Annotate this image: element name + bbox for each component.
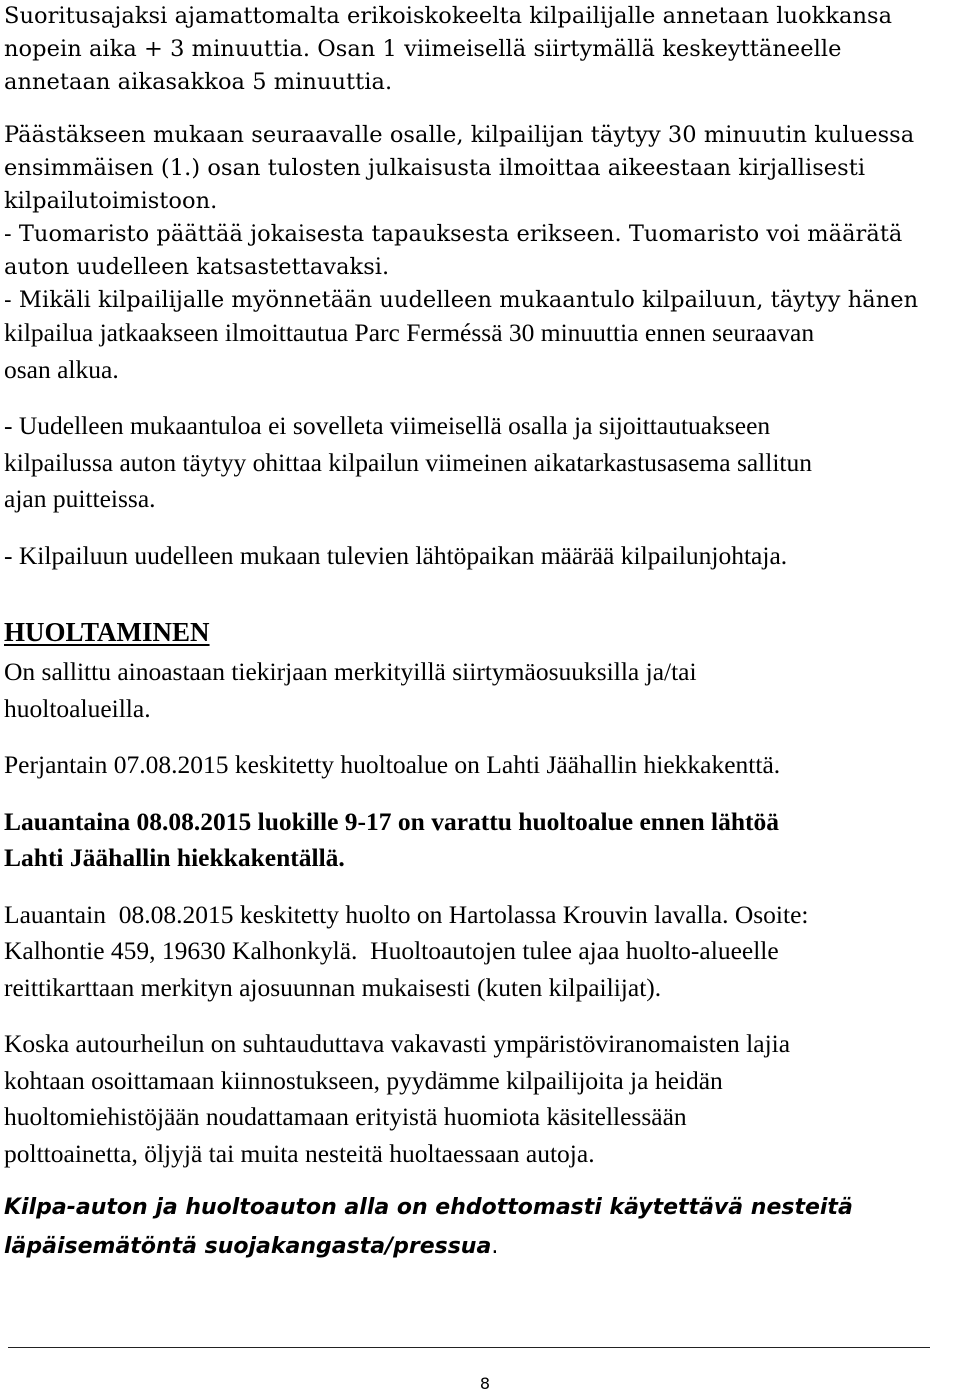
text-line: huoltomiehistöjään noudattamaan erityistä huomiota käsitellessään (4, 1102, 687, 1131)
friday-paragraph (4, 747, 954, 784)
servicing-heading: HUOLTAMINEN (4, 617, 210, 647)
text-line: reittikarttaan merkityn ajosuunnan mukaisesti (kuten kilpailijat). (4, 972, 662, 1002)
text-line: Lauantaina 08.08.2015 luokille 9-17 on varattu huoltoalue ennen lähtöä (4, 806, 780, 836)
text-line: Kilpa-auton ja huoltoauton alla on ehdottomasti käytettävä nesteitä (4, 1195, 853, 1220)
text-line (4, 1227, 954, 1266)
text-line: kilpailua jatkaakseen ilmoittautua Parc Ferméssä 30 minuuttia ennen seuraavan (4, 318, 815, 347)
text-line: polttoainetta, öljyjä tai muita nesteitä huoltaessaan autoja. (4, 1138, 595, 1168)
last-section-paragraph (4, 408, 954, 518)
text-line: kilpailutoimistoon. (4, 188, 218, 214)
text-line: kilpailussa auton täytyy ohittaa kilpailun viimeinen aikatarkastusasema sallitun (4, 447, 813, 477)
footer-divider (8, 1347, 930, 1348)
spacer (4, 388, 954, 408)
page-number: 8 (479, 1374, 491, 1393)
text-line: - Tuomaristo päättää jokaisesta tapauksesta erikseen. Tuomaristo voi määrätä (4, 221, 903, 247)
start-position-paragraph (4, 538, 954, 575)
environment-paragraph (4, 1026, 954, 1172)
saturday-hartola-paragraph (4, 897, 954, 1007)
text-line: ensimmäisen (1.) osan tulosten julkaisusta ilmoittaa aikeestaan kirjallisesti (4, 155, 866, 181)
intro-paragraph (4, 0, 954, 99)
parc-ferme-paragraph (4, 315, 954, 388)
spacer (4, 518, 954, 538)
document-page (4, 0, 954, 1266)
text-line: - Kilpailuun uudelleen mukaan tulevien lähtöpaikan määrää kilpailunjohtaja. (4, 540, 788, 570)
text-line: On sallittu ainoastaan tiekirjaan merkityillä siirtymäosuuksilla ja/tai (4, 657, 697, 686)
spacer (4, 574, 954, 612)
text-line: Lauantain 08.08.2015 keskitetty huolto on Hartolassa Krouvin lavalla. Osoite: (4, 899, 809, 929)
text-line: auton uudelleen katsastettavaksi. (4, 254, 390, 280)
text-line: nopein aika + 3 minuuttia. Osan 1 viimeisellä siirtymällä keskeyttäneelle (4, 36, 842, 62)
tarp-notice-paragraph (4, 1188, 954, 1266)
rejoin-paragraph (4, 119, 954, 317)
spacer (4, 784, 954, 804)
spacer (4, 1172, 954, 1188)
text-line: kohtaan osoittamaan kiinnostukseen, pyydämme kilpailijoita ja heidän (4, 1065, 723, 1095)
text-line: annetaan aikasakkoa 5 minuuttia. (4, 69, 393, 95)
text-line: Kalhontie 459, 19630 Kalhonkylä. Huoltoautojen tulee ajaa huolto-alueelle (4, 936, 779, 965)
text-line: Lahti Jäähallin hiekkakentällä. (4, 843, 345, 872)
spacer (4, 727, 954, 747)
text-line: - Uudelleen mukaantuloa ei sovelleta viimeisellä osalla ja sijoittautuakseen (4, 411, 771, 440)
tarp-notice-text: läpäisemätöntä suojakangasta/pressua (4, 1234, 492, 1259)
text-line: Perjantain 07.08.2015 keskitetty huoltoalue on Lahti Jäähallin hiekkakenttä. (4, 750, 781, 779)
tarp-notice-period: . (491, 1234, 499, 1259)
servicing-allowed-paragraph (4, 654, 954, 727)
saturday-bold-paragraph (4, 804, 954, 877)
text-line: ajan puitteissa. (4, 484, 156, 513)
spacer (4, 99, 954, 119)
spacer (4, 1006, 954, 1026)
text-line: osan alkua. (4, 354, 119, 384)
text-line: - Mikäli kilpailijalle myönnetään uudelleen mukaantulo kilpailuun, täytyy hänen (4, 287, 919, 313)
text-line: huoltoalueilla. (4, 693, 151, 723)
text-line: Koska autourheilun on suhtauduttava vakavasti ympäristöviranomaisten lajia (4, 1029, 791, 1058)
text-line: Päästäkseen mukaan seuraavalle osalle, kilpailijan täytyy 30 minuutin kuluessa (4, 122, 915, 148)
text-line: Suoritusajaksi ajamattomalta erikoiskokeelta kilpailijalle annetaan luokkansa (4, 3, 893, 29)
spacer (4, 877, 954, 897)
